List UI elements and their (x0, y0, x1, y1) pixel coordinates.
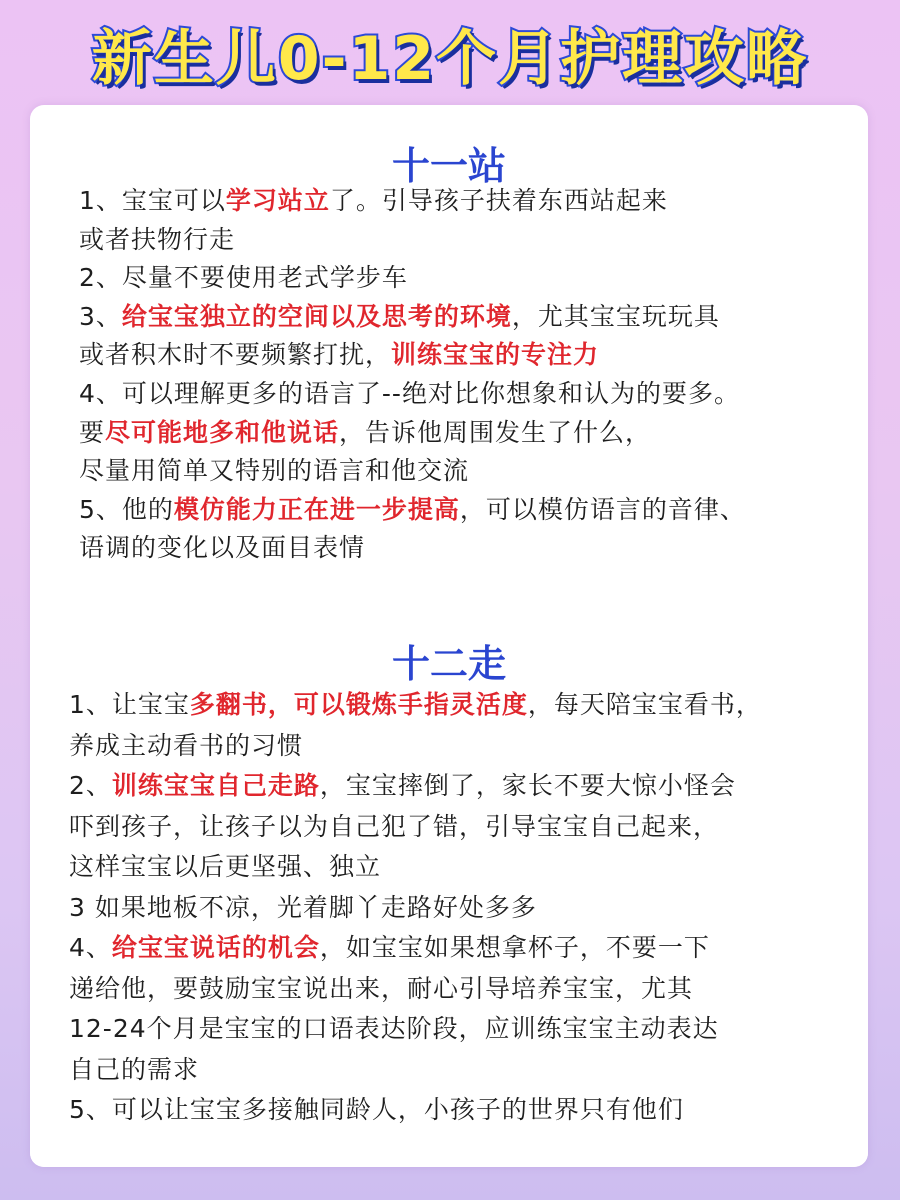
line-text: 4、 (69, 933, 112, 962)
line-text: ，如宝宝如果想拿杯子，不要一下 (319, 933, 710, 962)
line-text: ，每天陪宝宝看书， (527, 690, 762, 719)
line-text: ，可以模仿语言的音律、 (459, 495, 746, 524)
line-text: 5、可以让宝宝多接触同龄人，小孩子的世界只有他们 (69, 1095, 684, 1124)
line-text: 3、 (79, 302, 122, 331)
section-title-eleven: 十一站 (391, 144, 506, 188)
line-text: 自己的需求 (69, 1055, 200, 1084)
list-line (79, 260, 408, 296)
list-line (79, 183, 668, 219)
highlight-text: 尽可能地多和他说话 (105, 418, 340, 447)
line-text: 12-24个月是宝宝的口语表达阶段，应训练宝宝主动表达 (69, 1014, 719, 1043)
line-text: 5、他的 (79, 495, 174, 524)
list-line (69, 971, 693, 1007)
highlight-text: 模仿能力正在进一步提高 (173, 495, 460, 524)
line-text: ，尤其宝宝玩玩具 (511, 302, 720, 331)
highlight-text: 多翻书，可以锻炼手指灵活度 (189, 690, 528, 719)
list-line (79, 222, 235, 258)
list-line (79, 415, 651, 451)
line-text: 这样宝宝以后更坚强、独立 (69, 852, 382, 881)
list-line (69, 768, 736, 804)
line-text: 或者积木时不要频繁打扰， (79, 340, 392, 369)
line-text: 2、尽量不要使用老式学步车 (79, 263, 408, 292)
list-line (69, 687, 762, 723)
line-text: 4、可以理解更多的语言了--绝对比你想象和认为的要多。 (79, 379, 740, 408)
list-line (69, 849, 381, 885)
page-title: 新生儿0-12个月护理攻略 (91, 24, 809, 94)
highlight-text: 给宝宝说话的机会 (111, 933, 320, 962)
highlight-text: 给宝宝独立的空间以及思考的环境 (121, 302, 512, 331)
list-line (79, 530, 365, 566)
content-card (30, 105, 868, 1167)
line-text: ，宝宝摔倒了，家长不要大惊小怪会 (319, 771, 736, 800)
list-line (69, 1011, 719, 1047)
highlight-text: 训练宝宝的专注力 (391, 340, 600, 369)
line-text: ，告诉他周围发生了什么， (339, 418, 652, 447)
bottom-fade (30, 1133, 868, 1167)
highlight-text: 训练宝宝自己走路 (111, 771, 320, 800)
section-title-twelve: 十二走 (391, 642, 506, 686)
line-text: 养成主动看书的习惯 (69, 731, 304, 760)
line-text: 了。引导孩子扶着东西站起来 (329, 186, 668, 215)
highlight-text: 学习站立 (225, 186, 330, 215)
line-text: 2、 (69, 771, 112, 800)
list-line (69, 890, 537, 926)
line-text: 语调的变化以及面目表情 (79, 533, 366, 562)
line-text: 1、让宝宝 (69, 690, 190, 719)
list-line (69, 930, 710, 966)
list-line (79, 492, 746, 528)
line-text: 1、宝宝可以 (79, 186, 226, 215)
line-text: 吓到孩子，让孩子以为自己犯了错，引导宝宝自己起来， (69, 812, 720, 841)
list-line (79, 337, 599, 373)
list-line (79, 299, 720, 335)
line-text: 递给他，要鼓励宝宝说出来，耐心引导培养宝宝，尤其 (69, 974, 694, 1003)
list-line (69, 1052, 199, 1088)
decorative-dot (857, 1138, 865, 1146)
line-text: 尽量用简单又特别的语言和他交流 (79, 456, 470, 485)
line-text: 3 如果地板不凉，光着脚丫走路好处多多 (69, 893, 537, 922)
list-line (79, 453, 469, 489)
list-line (69, 1092, 684, 1128)
list-line (79, 376, 740, 412)
list-line (69, 728, 303, 764)
list-line (69, 809, 719, 845)
line-text: 要 (79, 418, 106, 447)
line-text: 或者扶物行走 (79, 225, 236, 254)
